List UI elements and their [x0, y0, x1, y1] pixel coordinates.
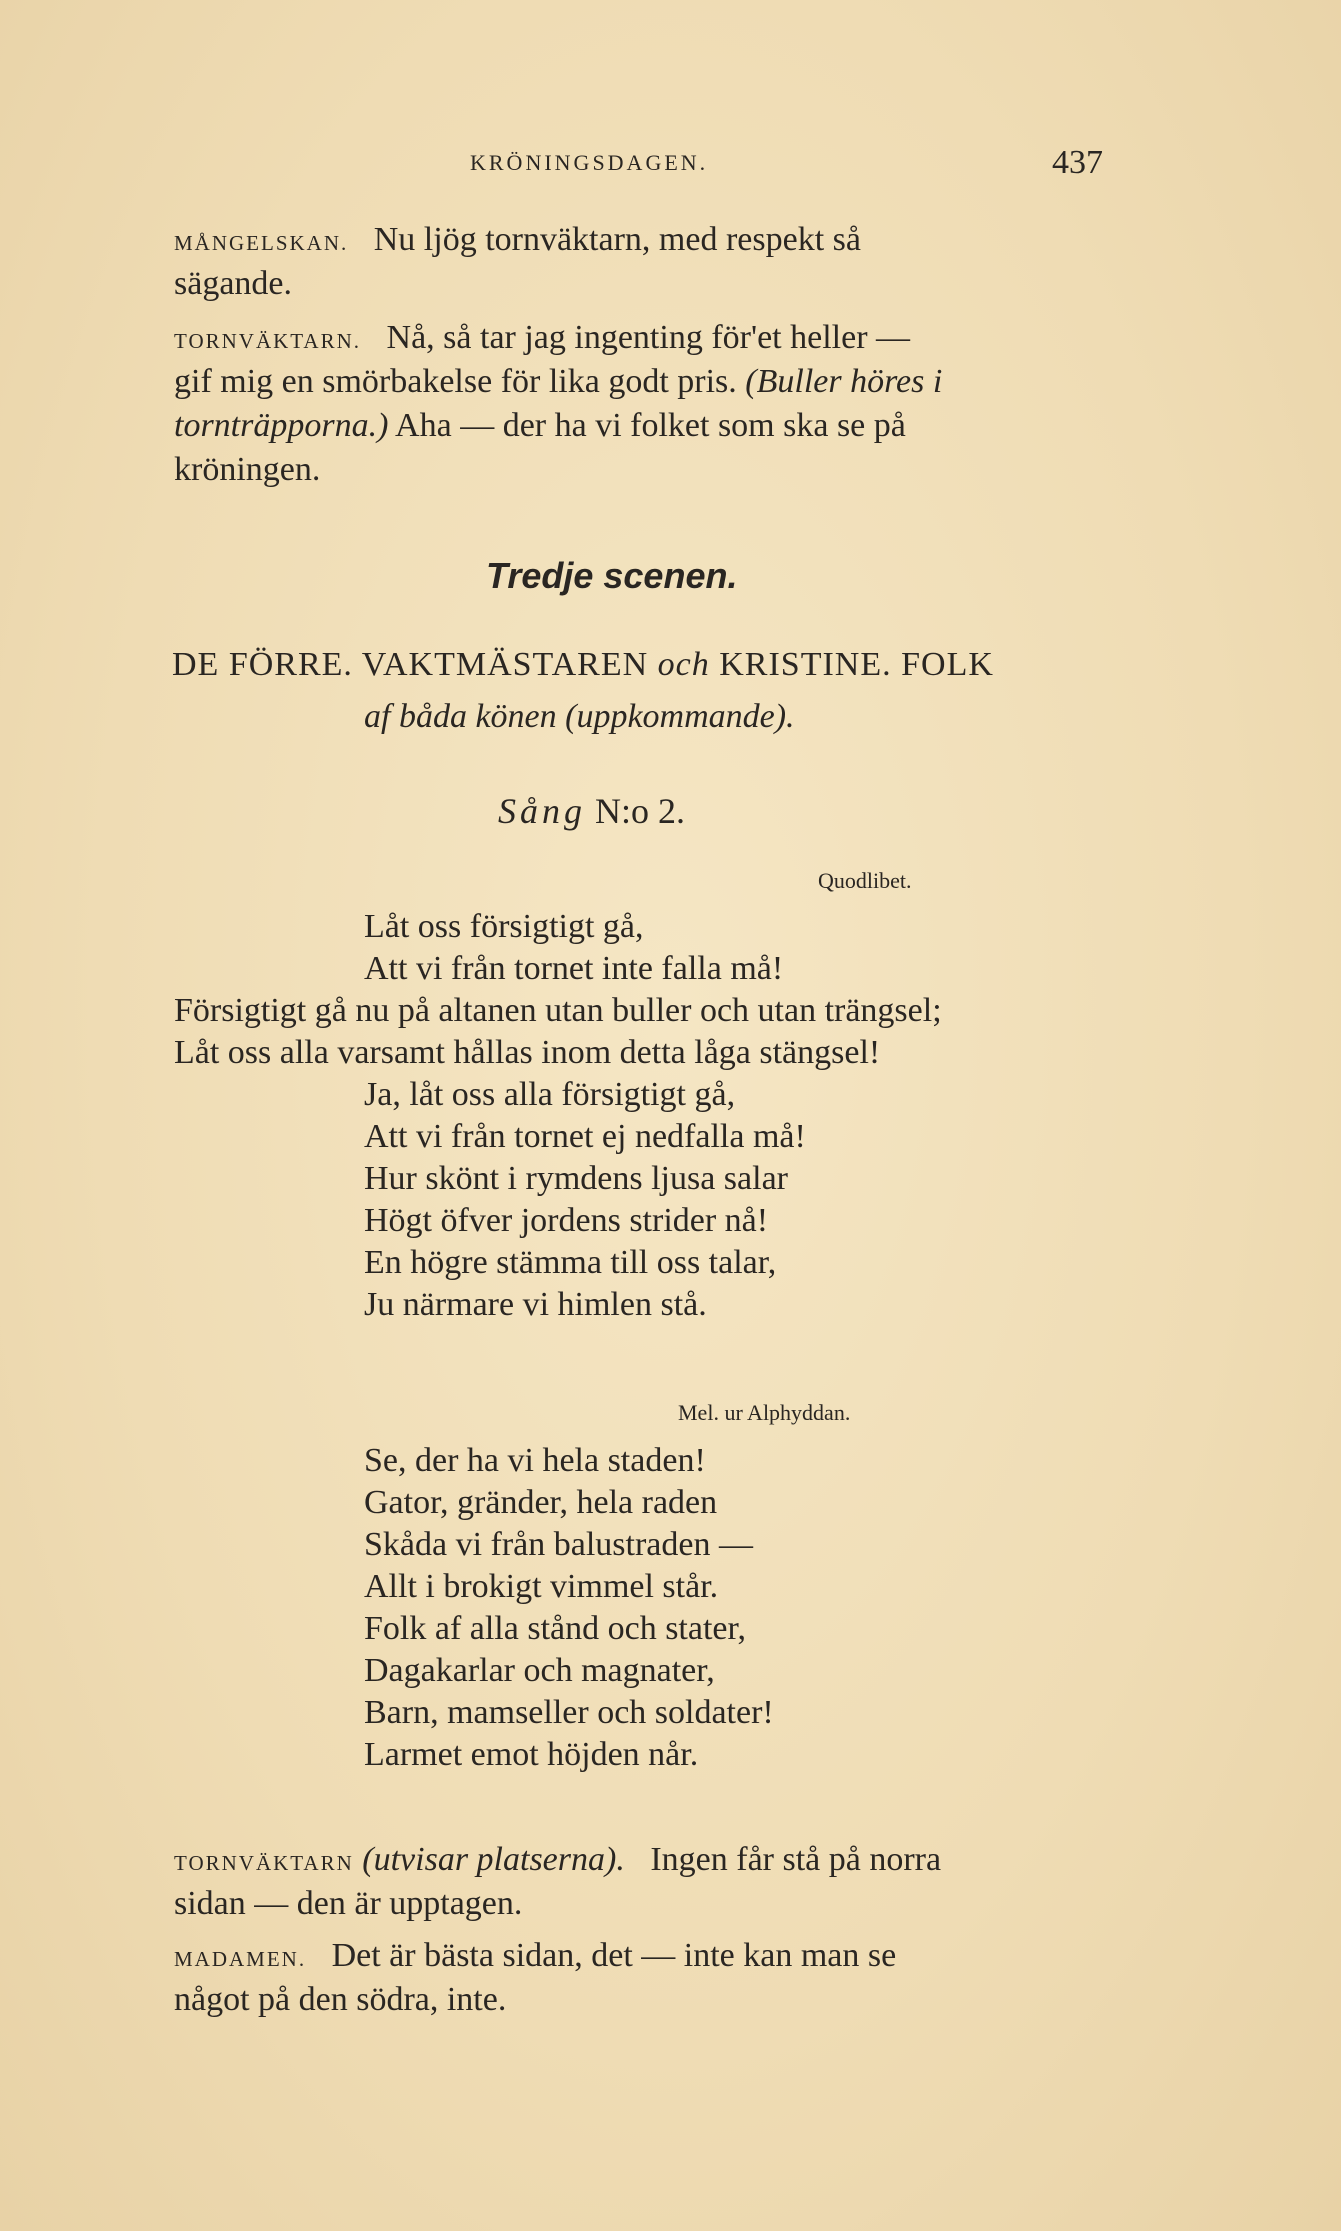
verse-line: Se, der ha vi hela staden!: [364, 1442, 706, 1479]
dialogue-text: sägande.: [174, 265, 293, 302]
paragraph-line: [174, 262, 1124, 306]
verse-line: Allt i brokigt vimmel står.: [364, 1568, 719, 1605]
cast-names: DE FÖRRE. VAKTMÄSTAREN: [172, 646, 649, 683]
dialogue-text: gif mig en smörbakelse för lika godt pris.: [174, 363, 737, 400]
verse-line: Skåda vi från balustraden —: [364, 1526, 753, 1563]
song-title: [498, 790, 685, 832]
scene-heading: Tredje scenen.: [486, 555, 738, 596]
running-title: KRÖNINGSDAGEN.: [470, 150, 709, 175]
speaker-name: TORNVÄKTARN.: [174, 329, 362, 353]
verse-line: Försigtigt gå nu på altanen utan buller och utan trängsel;: [174, 992, 942, 1029]
stage-direction: (utvisar platserna).: [362, 1841, 625, 1878]
paragraph-line: [174, 404, 1124, 448]
verse-line: Låt oss alla varsamt hållas inom detta låga stängsel!: [174, 1034, 881, 1071]
verse-line: Låt oss försigtigt gå,: [364, 908, 644, 945]
dialogue-text: Nu ljög tornväktarn, med respekt så: [373, 221, 861, 258]
page-number: 437: [1052, 144, 1103, 181]
song-title-word: Sång: [498, 791, 586, 831]
speaker-name: MADAMEN.: [174, 1947, 307, 1971]
dialogue-text: Nå, så tar jag ingenting för'et heller —: [386, 319, 911, 356]
speaker-name: TORNVÄKTARN: [174, 1851, 354, 1875]
paragraph-line: [174, 360, 1124, 404]
verse-line: Att vi från tornet inte falla må!: [364, 950, 784, 987]
cast-list-continued: af båda könen (uppkommande).: [364, 698, 795, 735]
verse-line: En högre stämma till oss talar,: [364, 1244, 777, 1281]
tune-label: Mel. ur Alphyddan.: [678, 1400, 851, 1425]
verse-line: Barn, mamseller och soldater!: [364, 1694, 774, 1731]
stage-direction: (Buller höres i: [745, 363, 943, 400]
verse-line: Folk af alla stånd och stater,: [364, 1610, 746, 1647]
dialogue-text: kröningen.: [174, 451, 321, 488]
verse-line: Högt öfver jordens strider nå!: [364, 1202, 769, 1239]
verse-line: Dagakarlar och magnater,: [364, 1652, 715, 1689]
paragraph-madamen: [174, 1934, 1124, 1981]
paragraph-line: [174, 1882, 1124, 1926]
paragraph-mangelskan: [174, 218, 1124, 265]
dialogue-text: sidan — den är upptagen.: [174, 1885, 523, 1922]
dialogue-text: Det är bästa sidan, det — inte kan man se: [331, 1937, 897, 1974]
verse-line: Hur skönt i rymdens ljusa salar: [364, 1160, 788, 1197]
speaker-name: MÅNGELSKAN.: [174, 231, 349, 255]
verse-line: Gator, gränder, hela raden: [364, 1484, 718, 1521]
cast-list: [172, 646, 994, 684]
verse-line: Ja, låt oss alla försigtigt gå,: [364, 1076, 736, 1113]
dialogue-text: något på den södra, inte.: [174, 1981, 507, 2018]
cast-names-end: KRISTINE. FOLK: [719, 646, 994, 683]
dialogue-text: Aha — der ha vi folket som ska se på: [395, 407, 906, 444]
verse-line: Larmet emot höjden når.: [364, 1736, 699, 1773]
paragraph-tornvaktarn-2: [174, 1838, 1124, 1885]
verse-line: Ju närmare vi himlen stå.: [364, 1286, 707, 1323]
tune-label: Quodlibet.: [818, 868, 912, 893]
stage-direction: tornträpporna.): [174, 407, 389, 444]
paragraph-tornvaktarn: [174, 316, 1124, 363]
song-number: N:o 2.: [595, 791, 685, 831]
paragraph-line: [174, 1978, 1124, 2022]
dialogue-text: Ingen får stå på norra: [650, 1841, 942, 1878]
paragraph-line: [174, 448, 1124, 492]
cast-conjunction: och: [657, 646, 710, 683]
verse-line: Att vi från tornet ej nedfalla må!: [364, 1118, 806, 1155]
